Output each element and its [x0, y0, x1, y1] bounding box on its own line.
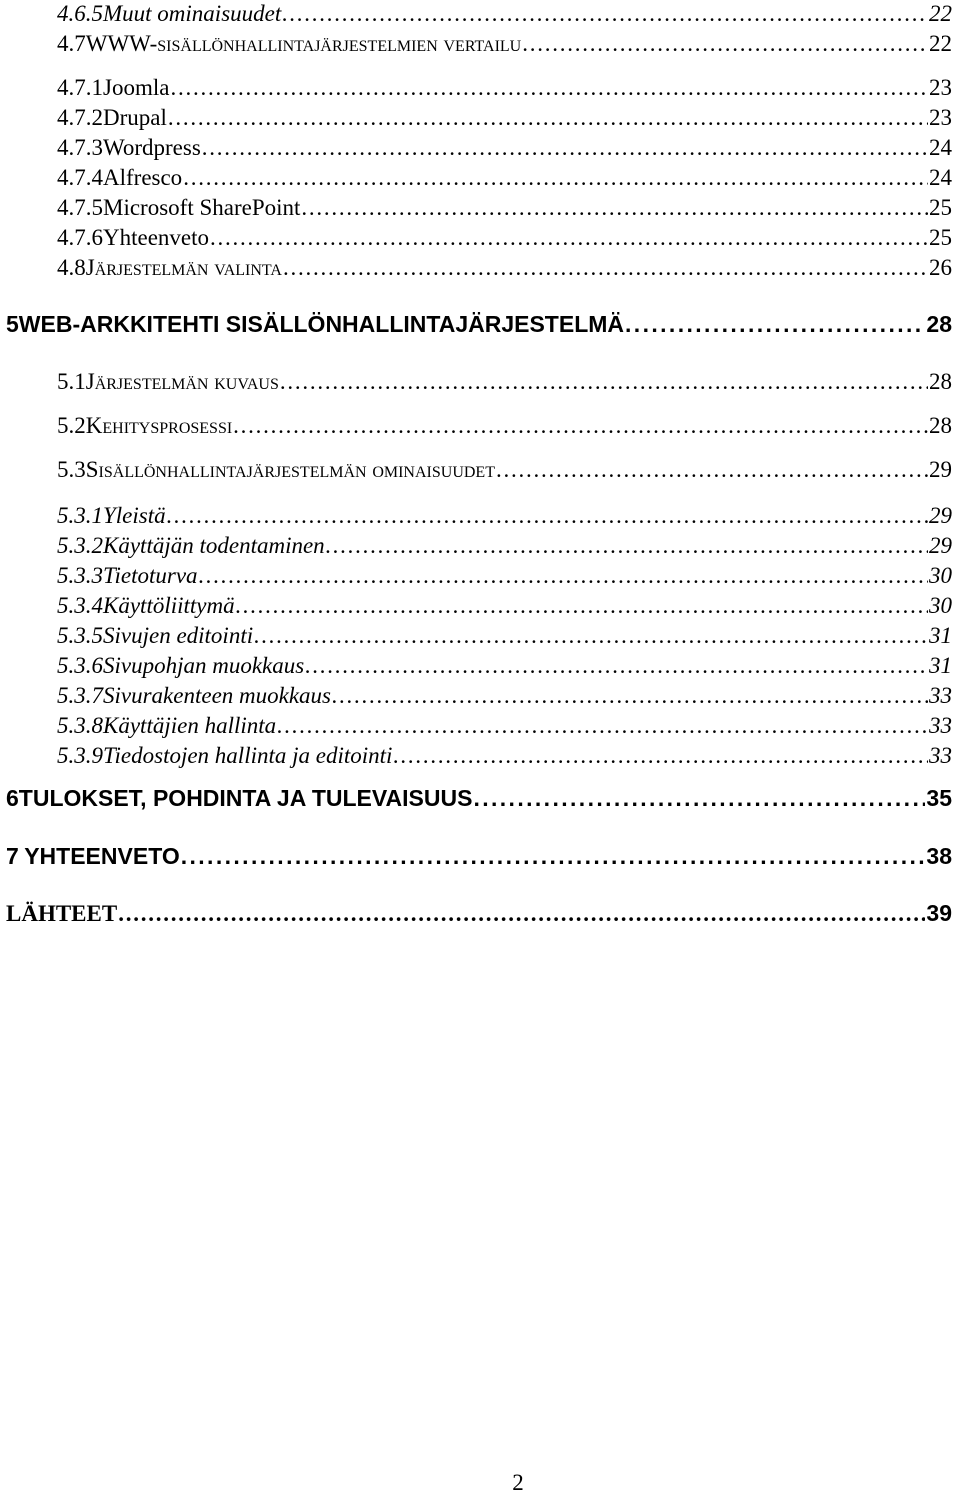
toc-entry-page: 24	[929, 135, 952, 160]
toc-entry-title: Sivujen editointi	[103, 623, 254, 648]
toc-entry-number: 4.7.5	[57, 195, 103, 220]
toc-entry-page: 31	[929, 623, 952, 648]
toc-entry-page: 24	[929, 165, 952, 190]
toc-entry-page: 29	[929, 533, 952, 558]
toc-entry-4-7-6[interactable]	[57, 226, 952, 249]
toc-entry-5-1[interactable]	[57, 370, 952, 393]
toc-entry-page: 29	[929, 457, 952, 482]
toc-entry-number: 5.3.2	[57, 533, 103, 558]
toc-dot-leader	[625, 313, 925, 336]
toc-entry-title: WEB-ARKKITEHTI SISÄLLÖNHALLINTAJÄRJESTELMÄ	[18, 311, 625, 337]
toc-entry-4-7-3[interactable]	[57, 136, 952, 159]
toc-entry-title: Joomla	[103, 75, 170, 100]
toc-entry-title: Käyttäjän todentaminen	[103, 533, 325, 558]
toc-entry-page: 39	[926, 900, 952, 926]
toc-entry-number: 7	[6, 843, 19, 869]
toc-entry-page: 38	[926, 843, 952, 869]
toc-dot-leader	[210, 226, 928, 249]
toc-entry-4-7-1[interactable]	[57, 76, 952, 99]
toc-entry-page: 35	[926, 785, 952, 811]
toc-entry-title: TULOKSET, POHDINTA JA TULEVAISUUS	[18, 785, 473, 811]
toc-dot-leader	[181, 845, 926, 868]
toc-entry-5-3-5[interactable]	[57, 624, 952, 647]
toc-entry-title: Alfresco	[103, 165, 183, 190]
toc-entry-5-3-8[interactable]	[57, 714, 952, 737]
toc-entry-4-6-5[interactable]	[57, 2, 952, 25]
page-number: 2	[512, 1470, 524, 1495]
toc-entry-title: Sivurakenteen muokkaus	[103, 683, 332, 708]
toc-entry-number: 6	[6, 785, 19, 811]
toc-entry-page: 29	[929, 503, 952, 528]
toc-entry-title: Sivupohjan muokkaus	[103, 653, 305, 678]
toc-entry-lahteet[interactable]	[6, 902, 952, 925]
toc-entry-number: 5.3.4	[57, 593, 103, 618]
toc-dot-leader	[254, 624, 928, 647]
toc-entry-4-7-5[interactable]	[57, 196, 952, 219]
toc-dot-leader	[167, 504, 928, 527]
toc-entry-title: Kehitysprosessi	[85, 413, 233, 438]
toc-entry-number: 5.3.9	[57, 743, 103, 768]
toc-entry-5-3-4[interactable]	[57, 594, 952, 617]
toc-entry-title: Microsoft SharePoint	[103, 195, 301, 220]
toc-entry-title: Yhteenveto	[103, 225, 210, 250]
toc-entry-number: 4.6.5	[57, 1, 103, 26]
toc-entry-number: 5.3.7	[57, 683, 103, 708]
toc-dot-leader	[326, 534, 928, 557]
toc-entry-page: 33	[929, 743, 952, 768]
toc-entry-title: Järjestelmän kuvaus	[85, 369, 279, 394]
toc-entry-title: YHTEENVETO	[24, 843, 180, 869]
toc-dot-leader	[305, 654, 928, 677]
toc-entry-number: 5.3.6	[57, 653, 103, 678]
toc-entry-page: 26	[929, 255, 952, 280]
toc-entry-number: 4.8	[57, 255, 86, 280]
toc-entry-number: 5.2	[57, 413, 86, 438]
toc-entry-title: Yleistä	[103, 503, 166, 528]
toc-entry-4-7[interactable]	[57, 32, 952, 55]
toc-dot-leader	[202, 136, 928, 159]
toc-entry-number: 5.3.1	[57, 503, 103, 528]
toc-entry-number: 5.1	[57, 369, 86, 394]
toc-dot-leader	[118, 902, 925, 925]
toc-entry-number: 5	[6, 311, 19, 337]
toc-dot-leader	[282, 2, 928, 25]
toc-entry-number: 5.3.8	[57, 713, 103, 738]
toc-entry-5-3[interactable]	[57, 458, 952, 481]
toc-entry-title: Käyttöliittymä	[103, 593, 235, 618]
toc-entry-number: 4.7.6	[57, 225, 103, 250]
toc-dot-leader	[277, 714, 928, 737]
toc-entry-page: 33	[929, 713, 952, 738]
toc-dot-leader	[522, 32, 928, 55]
toc-entry-page: 30	[929, 563, 952, 588]
toc-dot-leader	[283, 256, 928, 279]
toc-entry-page: 28	[929, 369, 952, 394]
toc-dot-leader	[199, 564, 928, 587]
toc-dot-leader	[393, 744, 928, 767]
toc-entry-5-3-6[interactable]	[57, 654, 952, 677]
toc-entry-page: 28	[929, 413, 952, 438]
toc-entry-title: Sisällönhallintajärjestelmän ominaisuudet	[85, 457, 495, 482]
toc-entry-page: 33	[929, 683, 952, 708]
toc-entry-4-7-4[interactable]	[57, 166, 952, 189]
toc-entry-page: 22	[929, 1, 952, 26]
toc-dot-leader	[332, 684, 928, 707]
toc-entry-title: Järjestelmän valinta	[85, 255, 282, 280]
toc-entry-6[interactable]	[6, 787, 952, 810]
toc-entry-page: 25	[929, 195, 952, 220]
toc-entry-number: 4.7.1	[57, 75, 103, 100]
toc-entry-page: 23	[929, 75, 952, 100]
toc-entry-4-8[interactable]	[57, 256, 952, 279]
toc-entry-title: Tietoturva	[103, 563, 198, 588]
toc-entry-title: Käyttäjien hallinta	[103, 713, 277, 738]
toc-entry-5-3-1[interactable]	[57, 504, 952, 527]
toc-entry-page: 28	[926, 311, 952, 337]
toc-entry-page: 31	[929, 653, 952, 678]
toc-entry-4-7-2[interactable]	[57, 106, 952, 129]
toc-entry-title: LÄHTEET	[6, 901, 118, 926]
toc-dot-leader	[170, 76, 928, 99]
toc-entry-title: Wordpress	[103, 135, 201, 160]
toc-entry-title: Muut ominaisuudet	[103, 1, 282, 26]
toc-dot-leader	[233, 414, 928, 437]
toc-dot-leader	[496, 458, 928, 481]
toc-entry-page: 22	[929, 31, 952, 56]
toc-entry-5[interactable]	[6, 313, 952, 336]
toc-entry-number: 5.3.3	[57, 563, 103, 588]
toc-entry-7[interactable]	[6, 845, 952, 868]
toc-dot-leader	[236, 594, 928, 617]
toc-entry-title: Drupal	[103, 105, 167, 130]
toc-entry-number: 5.3.5	[57, 623, 103, 648]
toc-entry-5-3-9[interactable]	[57, 744, 952, 767]
toc-dot-leader	[301, 196, 928, 219]
toc-entry-number: 4.7.4	[57, 165, 103, 190]
toc-entry-number: 4.7.3	[57, 135, 103, 160]
toc-entry-title: Tiedostojen hallinta ja editointi	[103, 743, 393, 768]
toc-entry-5-3-3[interactable]	[57, 564, 952, 587]
toc-entry-number: 5.3	[57, 457, 86, 482]
toc-entry-number: 4.7.2	[57, 105, 103, 130]
toc-dot-leader	[168, 106, 928, 129]
toc-entry-number: 4.7	[57, 31, 86, 56]
toc-entry-page: 23	[929, 105, 952, 130]
toc-dot-leader	[183, 166, 928, 189]
toc-entry-title: WWW-sisällönhallintajärjestelmien vertailu	[85, 31, 522, 56]
toc-entry-5-3-7[interactable]	[57, 684, 952, 707]
toc-dot-leader	[473, 787, 925, 810]
toc-entry-page: 25	[929, 225, 952, 250]
toc-entry-5-2[interactable]	[57, 414, 952, 437]
toc-entry-5-3-2[interactable]	[57, 534, 952, 557]
toc-dot-leader	[280, 370, 928, 393]
toc-entry-page: 30	[929, 593, 952, 618]
